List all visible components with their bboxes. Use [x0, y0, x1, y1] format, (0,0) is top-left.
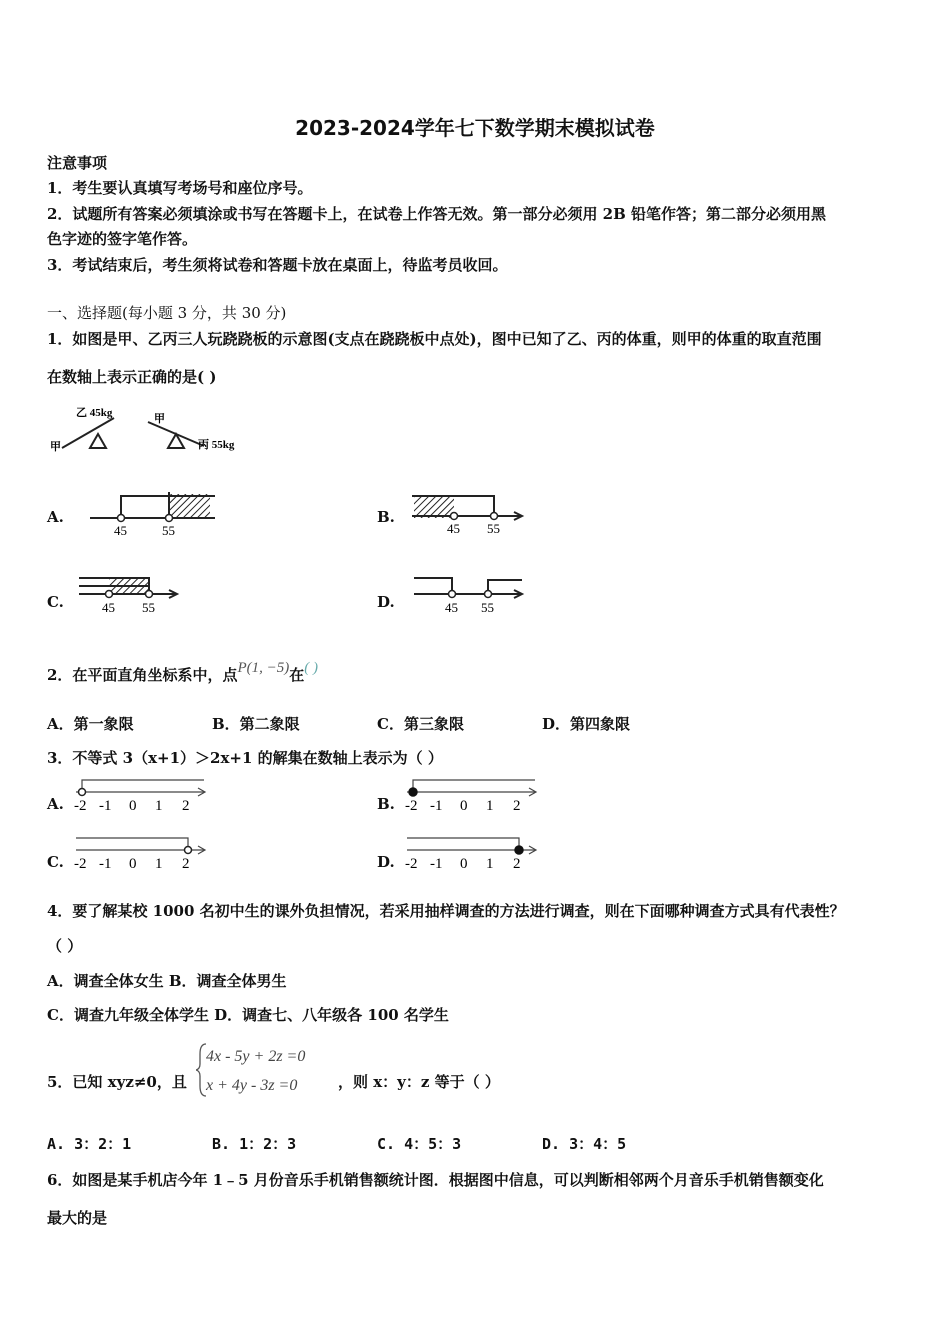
tick-label: -1 [430, 798, 443, 814]
notice-item: 1．考生要认真填写考场号和座位序号。 [47, 179, 313, 197]
q5-equation-system [196, 1040, 336, 1100]
option-label: D. [377, 853, 395, 871]
seesaw-label: 丙 55kg [198, 439, 235, 451]
q1-stem-cont: 在数轴上表示正确的是( ) [47, 368, 217, 386]
tick-label: 2 [182, 856, 190, 872]
seesaw-label: 甲 [50, 441, 61, 453]
notice-heading: 注意事项 [47, 154, 108, 172]
tick-label: 45 [445, 600, 458, 615]
notice-item: 2．试题所有答案必须填涂或书写在答题卡上，在试卷上作答无效。第一部分必须用 2B 铅笔作答；第二部分必须用黑 [47, 205, 827, 223]
tick-label: 2 [513, 798, 521, 814]
option-label: B. [377, 508, 395, 526]
q2-text: 在 [289, 666, 305, 684]
q2-stem [47, 660, 318, 685]
section-heading: 一、选择题(每小题 3 分，共 30 分) [47, 304, 287, 322]
q3-stem: 3．不等式 3（x+1）＞2x+1 的解集在数轴上表示为（ ） [47, 749, 443, 767]
q5-option-b: B. 1：2：3 [212, 1135, 297, 1153]
option-label: A. [47, 795, 64, 813]
seesaw-figure [48, 400, 258, 460]
q1-option-d-numberline [408, 570, 533, 622]
tick-label: -2 [74, 798, 87, 814]
q1-option-b-numberline [408, 488, 533, 540]
equation: 4x - 5y + 2z =0 [206, 1048, 306, 1065]
tick-label: 55 [481, 600, 494, 615]
q4-options-row: C．调查九年级全体学生 D．调查七、八年级各 100 名学生 [47, 1006, 449, 1024]
seesaw-label: 乙 45kg [76, 407, 113, 419]
tick-label: -2 [405, 856, 418, 872]
tick-label: 1 [486, 798, 494, 814]
q2-paren: ( ) [304, 660, 318, 676]
q2-text: 2．在平面直角坐标系中，点 [47, 666, 238, 684]
tick-label: 55 [162, 523, 175, 538]
q4-options-row: A．调查全体女生 B．调查全体男生 [47, 972, 287, 990]
q3-option-d-numberline [403, 834, 543, 874]
tick-label: 1 [486, 856, 494, 872]
tick-label: 0 [129, 798, 137, 814]
tick-label: 1 [155, 798, 163, 814]
tick-label: -1 [430, 856, 443, 872]
notice-item: 3．考试结束后，考生须将试卷和答题卡放在桌面上，待监考员收回。 [47, 256, 508, 274]
option-label: D. [377, 593, 395, 611]
tick-label: 45 [114, 523, 127, 538]
q4-stem: 4．要了解某校 1000 名初中生的课外负担情况，若采用抽样调查的方法进行调查，则在下面哪种调查方式具有代表性？ [47, 902, 845, 920]
option-label: C. [47, 593, 64, 611]
q5-option-a: A. 3：2：1 [47, 1135, 132, 1153]
equation: x + 4y - 3z =0 [206, 1077, 298, 1094]
tick-label: -2 [405, 798, 418, 814]
q6-stem: 6．如图是某手机店今年 1﹣5 月份音乐手机销售额统计图．根据图中信息，可以判断相邻两个月音乐手机销售额变化 [47, 1171, 824, 1189]
q2-point: P(1, −5) [237, 660, 290, 676]
tick-label: 2 [182, 798, 190, 814]
tick-label: -1 [99, 856, 112, 872]
q5-stem-cont: ，则 x：y：z 等于（ ） [338, 1073, 500, 1091]
q3-option-a-numberline [72, 776, 212, 816]
tick-label: 55 [142, 600, 155, 615]
notice-item: 色字迹的签字笔作答。 [47, 230, 198, 248]
q6-stem-cont: 最大的是 [47, 1209, 108, 1227]
tick-label: 0 [460, 856, 468, 872]
option-label: A. [47, 508, 64, 526]
tick-label: 1 [155, 856, 163, 872]
q5-stem: 5．已知 xyz≠0，且 [47, 1073, 187, 1091]
q5-option-d: D. 3：4：5 [542, 1135, 627, 1153]
tick-label: 45 [447, 521, 460, 536]
page-title: 2023-2024学年七下数学期末模拟试卷 [295, 116, 655, 140]
option-label: B. [377, 795, 395, 813]
q1-option-c-numberline [75, 570, 185, 622]
seesaw-label: 甲 [154, 413, 165, 425]
q3-option-b-numberline [403, 776, 543, 816]
tick-label: 45 [102, 600, 115, 615]
tick-label: -1 [99, 798, 112, 814]
q1-stem: 1．如图是甲、乙丙三人玩跷跷板的示意图(支点在跷跷板中点处)，图中已知了乙、丙的体重，则甲的体重的取直范围 [47, 330, 822, 348]
q5-option-c: C. 4：5：3 [377, 1135, 462, 1153]
q2-option-d: D．第四象限 [542, 715, 631, 733]
q4-stem-cont: （ ） [47, 937, 83, 955]
tick-label: 0 [460, 798, 468, 814]
q2-option-a: A．第一象限 [47, 715, 134, 733]
tick-label: 0 [129, 856, 137, 872]
tick-label: 2 [513, 856, 521, 872]
tick-label: 55 [487, 521, 500, 536]
tick-label: -2 [74, 856, 87, 872]
q1-option-a-numberline [85, 488, 225, 540]
q3-option-c-numberline [72, 834, 212, 874]
q2-option-c: C．第三象限 [377, 715, 464, 733]
option-label: C. [47, 853, 64, 871]
q2-option-b: B．第二象限 [212, 715, 300, 733]
